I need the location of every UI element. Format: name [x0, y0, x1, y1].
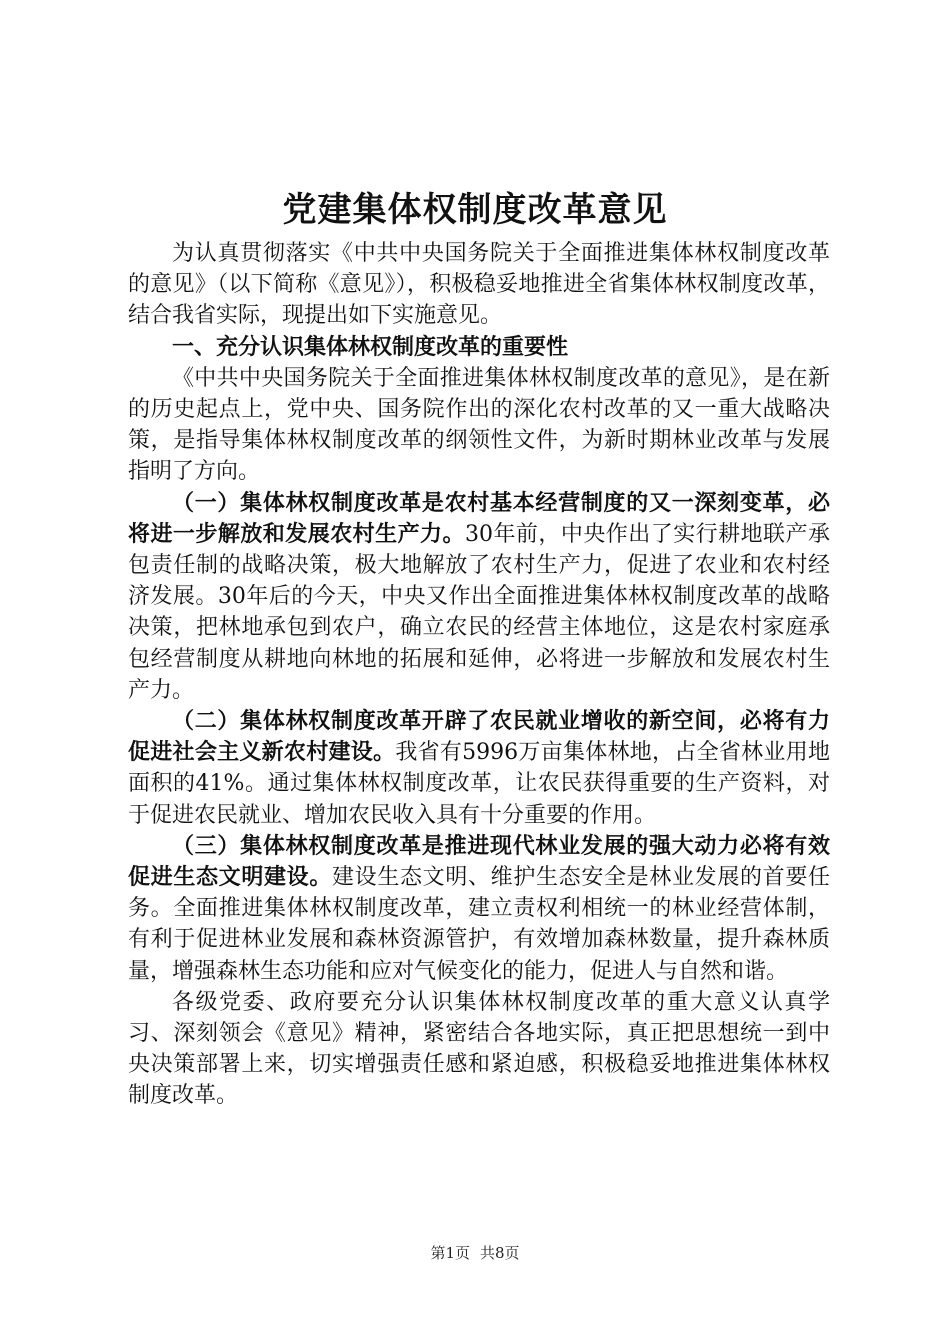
item-paragraph-3	[128, 831, 830, 987]
closing-paragraph: 各级党委、政府要充分认识集体林权制度改革的重大意义认真学习、深刻领会《意见》精神，紧密结合各地实际，真正把思想统一到中央决策部署上来，切实增强责任感和紧迫感，积极稳妥地推进集体林权制度改革。	[128, 989, 830, 1109]
page-footer	[0, 1243, 950, 1263]
item-3-text: 建设生态文明、维护生态安全是林业发展的首要任务。全面推进集体林权制度改革，建立责权利相统一的林业经营体制，有利于促进林业发展和森林资源管护，有效增加森林数量，提升森林质量，增强森林生态功能和应对气候变化的能力，促进人与自然和谐。	[128, 865, 830, 984]
item-3-bold-lead: （三）集体林权制度改革是推进现代林业发展的强大动力必将有效促进生态文明建设。	[128, 832, 830, 891]
item-1-bold-lead: （一）集体林权制度改革是农村基本经营制度的又一深刻变革，必将进一步解放和发展农村生产力。	[128, 489, 830, 547]
item-2-text: 我省有5996万亩集体林地，占全省林业用地面积的41%。通过集体林权制度改革，让农民获得重要的生产资料，对于促进农民就业、增加农民收入具有十分重要的作用。	[128, 740, 830, 828]
document-body	[128, 238, 830, 1112]
item-2-bold-lead: （二）集体林权制度改革开辟了农民就业增收的新空间，必将有力促进社会主义新农村建设。	[128, 708, 830, 766]
item-1-text: 30年前，中央作出了实行耕地联产承包责任制的战略决策，极大地解放了农村生产力，促进了农业和农村经济发展。30年后的今天，中央又作出全面推进集体林权制度改革的战略决策，把林地承包到农户，确立农民的经营主体地位，这是农村家庭承包经营制度从耕地向林地的拓展和延伸，必将进一步解放和发展农村生产力。	[128, 521, 830, 703]
page-total: 共8页	[480, 1244, 520, 1262]
page-number: 第1页	[430, 1244, 470, 1262]
section-paragraph: 《中共中央国务院关于全面推进集体林权制度改革的意见》，是在新的历史起点上，党中央、国务院作出的深化农村改革的又一重大战略决策，是指导集体林权制度改革的纲领性文件，为新时期林业改革与发展指明了方向。	[128, 365, 830, 485]
intro-paragraph: 为认真贯彻落实《中共中央国务院关于全面推进集体林权制度改革的意见》（以下简称《意见》），积极稳妥地推进全省集体林权制度改革，结合我省实际，现提出如下实施意见。	[128, 241, 830, 329]
item-paragraph-2	[128, 706, 830, 831]
section-heading: 一、充分认识集体林权制度改革的重要性	[172, 333, 569, 360]
item-paragraph-1	[128, 488, 830, 706]
document-title: 党建集体权制度改革意见	[282, 190, 668, 230]
